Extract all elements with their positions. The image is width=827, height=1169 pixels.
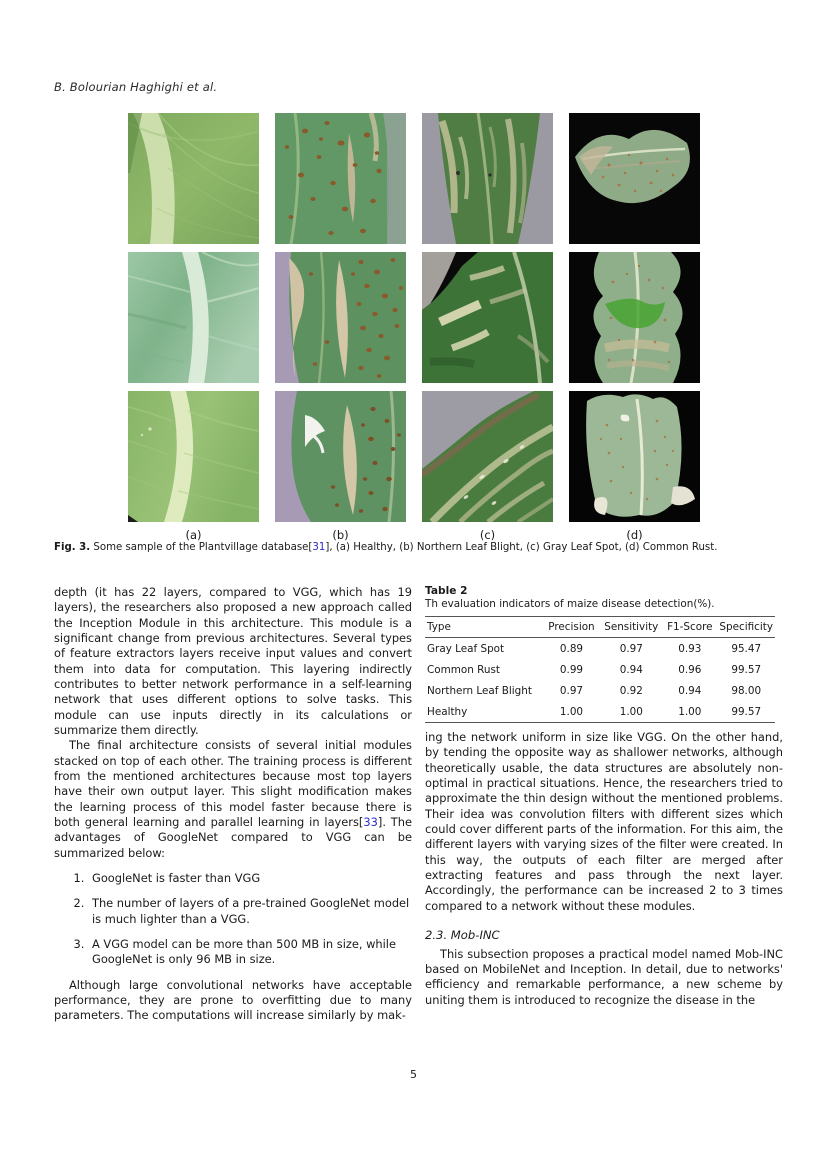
figure-panel-label-d: (d) [626, 528, 643, 542]
table-col-type: Type [425, 617, 543, 638]
table-row [425, 638, 775, 660]
table-cell-f1score: 1.00 [662, 701, 717, 723]
table-cell-f1score: 0.96 [678, 663, 702, 676]
figure-image-healthy-3 [128, 391, 259, 522]
table-caption: Th evaluation indicators of maize disease detection(%). [425, 598, 715, 610]
subsection-heading-mob-inc: 2.3. Mob-INC [425, 927, 500, 942]
googlenet-advantages-list [54, 871, 412, 968]
list-item: 1. GoogleNet is faster than VGG [88, 871, 412, 886]
list-item: 2. The number of layers of a pre-trained GoogleNet model is much lighter than a VGG. [88, 896, 412, 927]
table-cell-sensitivity: 0.94 [619, 663, 643, 676]
table-cell-type: Gray Leaf Spot [427, 642, 505, 655]
figure-caption-label: Fig. 3. [54, 542, 91, 553]
table-cell-type: Northern Leaf Blight [427, 684, 532, 697]
figure-caption [54, 541, 774, 555]
figure-caption-post: ], (a) Healthy, (b) Northern Leaf Blight, (c) Gray Leaf Spot, (d) Common Rust. [325, 542, 718, 553]
table-cell-specificity: 95.47 [731, 642, 762, 655]
table-cell-sensitivity: 0.92 [619, 684, 643, 697]
figure-panel-labels [128, 528, 700, 542]
table-cell-f1score: 0.93 [678, 642, 702, 655]
left-paragraph-1: depth (it has 22 layers, compared to VGG, which has 19 layers), the researchers also proposed a new approach called the Inception Module in this architecture. This module is a significant change from previous architectures. Several types of feature extractors layers receive input values and convert them into data for computation. This layering indirectly contributes to better network performance in a self-learning network that uses different options to solve tasks. This module can use inputs directly in its calculations or summarize them directly. [54, 585, 412, 737]
figure-3 [128, 113, 700, 542]
page-number: 5 [410, 1068, 417, 1081]
table-cell-type: Healthy [425, 701, 543, 723]
left-paragraph-2 [54, 738, 412, 861]
table-row [425, 701, 775, 723]
figure-image-common-rust-2 [569, 252, 700, 383]
table-col-sensitivity: Sensitivity [600, 617, 662, 638]
figure-image-grid [128, 113, 700, 522]
table-cell-sensitivity: 0.97 [619, 642, 643, 655]
table-cell-sensitivity: 1.00 [600, 701, 662, 723]
table-cell-precision: 0.89 [559, 642, 584, 655]
citation-link-31[interactable]: 31 [312, 542, 326, 553]
list-item: 3. A VGG model can be more than 500 MB in size, while GoogleNet is only 96 MB in size. [88, 937, 412, 968]
table-cell-specificity: 99.57 [731, 663, 762, 676]
table-cell-precision: 0.99 [559, 663, 584, 676]
citation-link-33[interactable]: 33 [363, 814, 378, 829]
table-cell-precision: 0.97 [559, 684, 584, 697]
figure-caption-pre: Some sample of the Plantvillage database[ [90, 542, 313, 553]
figure-image-northern-leaf-blight-2 [275, 252, 406, 383]
evaluation-indicators-table [425, 616, 775, 723]
left-paragraph-2-post: ]. The advantages of GoogleNet compared to VGG can be summarized below: [54, 814, 412, 860]
figure-image-gray-leaf-spot-1 [422, 113, 553, 244]
right-paragraph-1: ing the network uniform in size like VGG. On the other hand, by tending the opposite way as shallower networks, although theoretically usable, the data structures are absolutely non-optimal in practical situations. Hence, the researchers tried to approximate the thin design without the mentioned problems. Their idea was convolution filters with different sizes which could cover different parts of the information. For this aim, the different layers with varying sizes of the filter were created. In this way, the outputs of each filter are merged after extracting features and pass through the next layer. Accordingly, the performance can be increased 2 to 3 times compared to a network without these modules. [425, 730, 783, 913]
figure-image-healthy-2 [128, 252, 259, 383]
table-col-precision: Precision [543, 617, 601, 638]
figure-image-gray-leaf-spot-2 [422, 252, 553, 383]
table-header-row [425, 617, 775, 638]
figure-panel-label-c: (c) [479, 528, 496, 542]
left-paragraph-3: Although large convolutional networks have acceptable performance, they are prone to overfitting due to many parameters. The computations will increase similarly by mak- [54, 977, 412, 1023]
table-cell-specificity: 99.57 [717, 701, 775, 723]
figure-panel-label-b: (b) [332, 528, 349, 542]
table-col-specificity: Specificity [717, 617, 775, 638]
body-column-left [54, 585, 412, 1024]
figure-image-common-rust-3 [569, 391, 700, 522]
table-cell-specificity: 98.00 [731, 684, 762, 697]
figure-image-northern-leaf-blight-3 [275, 391, 406, 522]
left-paragraph-2-pre: The final architecture consists of several initial modules stacked on top of each other. The training process is different from the mentioned architectures because most top layers have their own output layer. This slight modification makes the learning process of this model faster because there is both general learning and parallel learning in layers[ [54, 738, 412, 829]
table-row [425, 659, 775, 680]
table-2 [425, 585, 775, 723]
table-cell-type: Common Rust [427, 663, 500, 676]
figure-image-healthy-1 [128, 113, 259, 244]
figure-panel-label-a: (a) [185, 528, 202, 542]
right-paragraph-2: This subsection proposes a practical model named Mob-INC based on MobileNet and Inception. In detail, due to networks' efficiency and remarkable performance, a new scheme by uniting them is introduced to recognize the disease in the [425, 946, 783, 1007]
body-column-right [425, 730, 783, 1008]
table-row [425, 680, 775, 701]
table-cell-precision: 1.00 [543, 701, 601, 723]
figure-image-gray-leaf-spot-3 [422, 391, 553, 522]
running-head: B. Bolourian Haghighi et al. [54, 80, 218, 94]
table-cell-f1score: 0.94 [678, 684, 702, 697]
table-col-f1score: F1-Score [662, 617, 717, 638]
table-number: Table 2 [425, 585, 468, 597]
figure-image-northern-leaf-blight-1 [275, 113, 406, 244]
figure-image-common-rust-1 [569, 113, 700, 244]
